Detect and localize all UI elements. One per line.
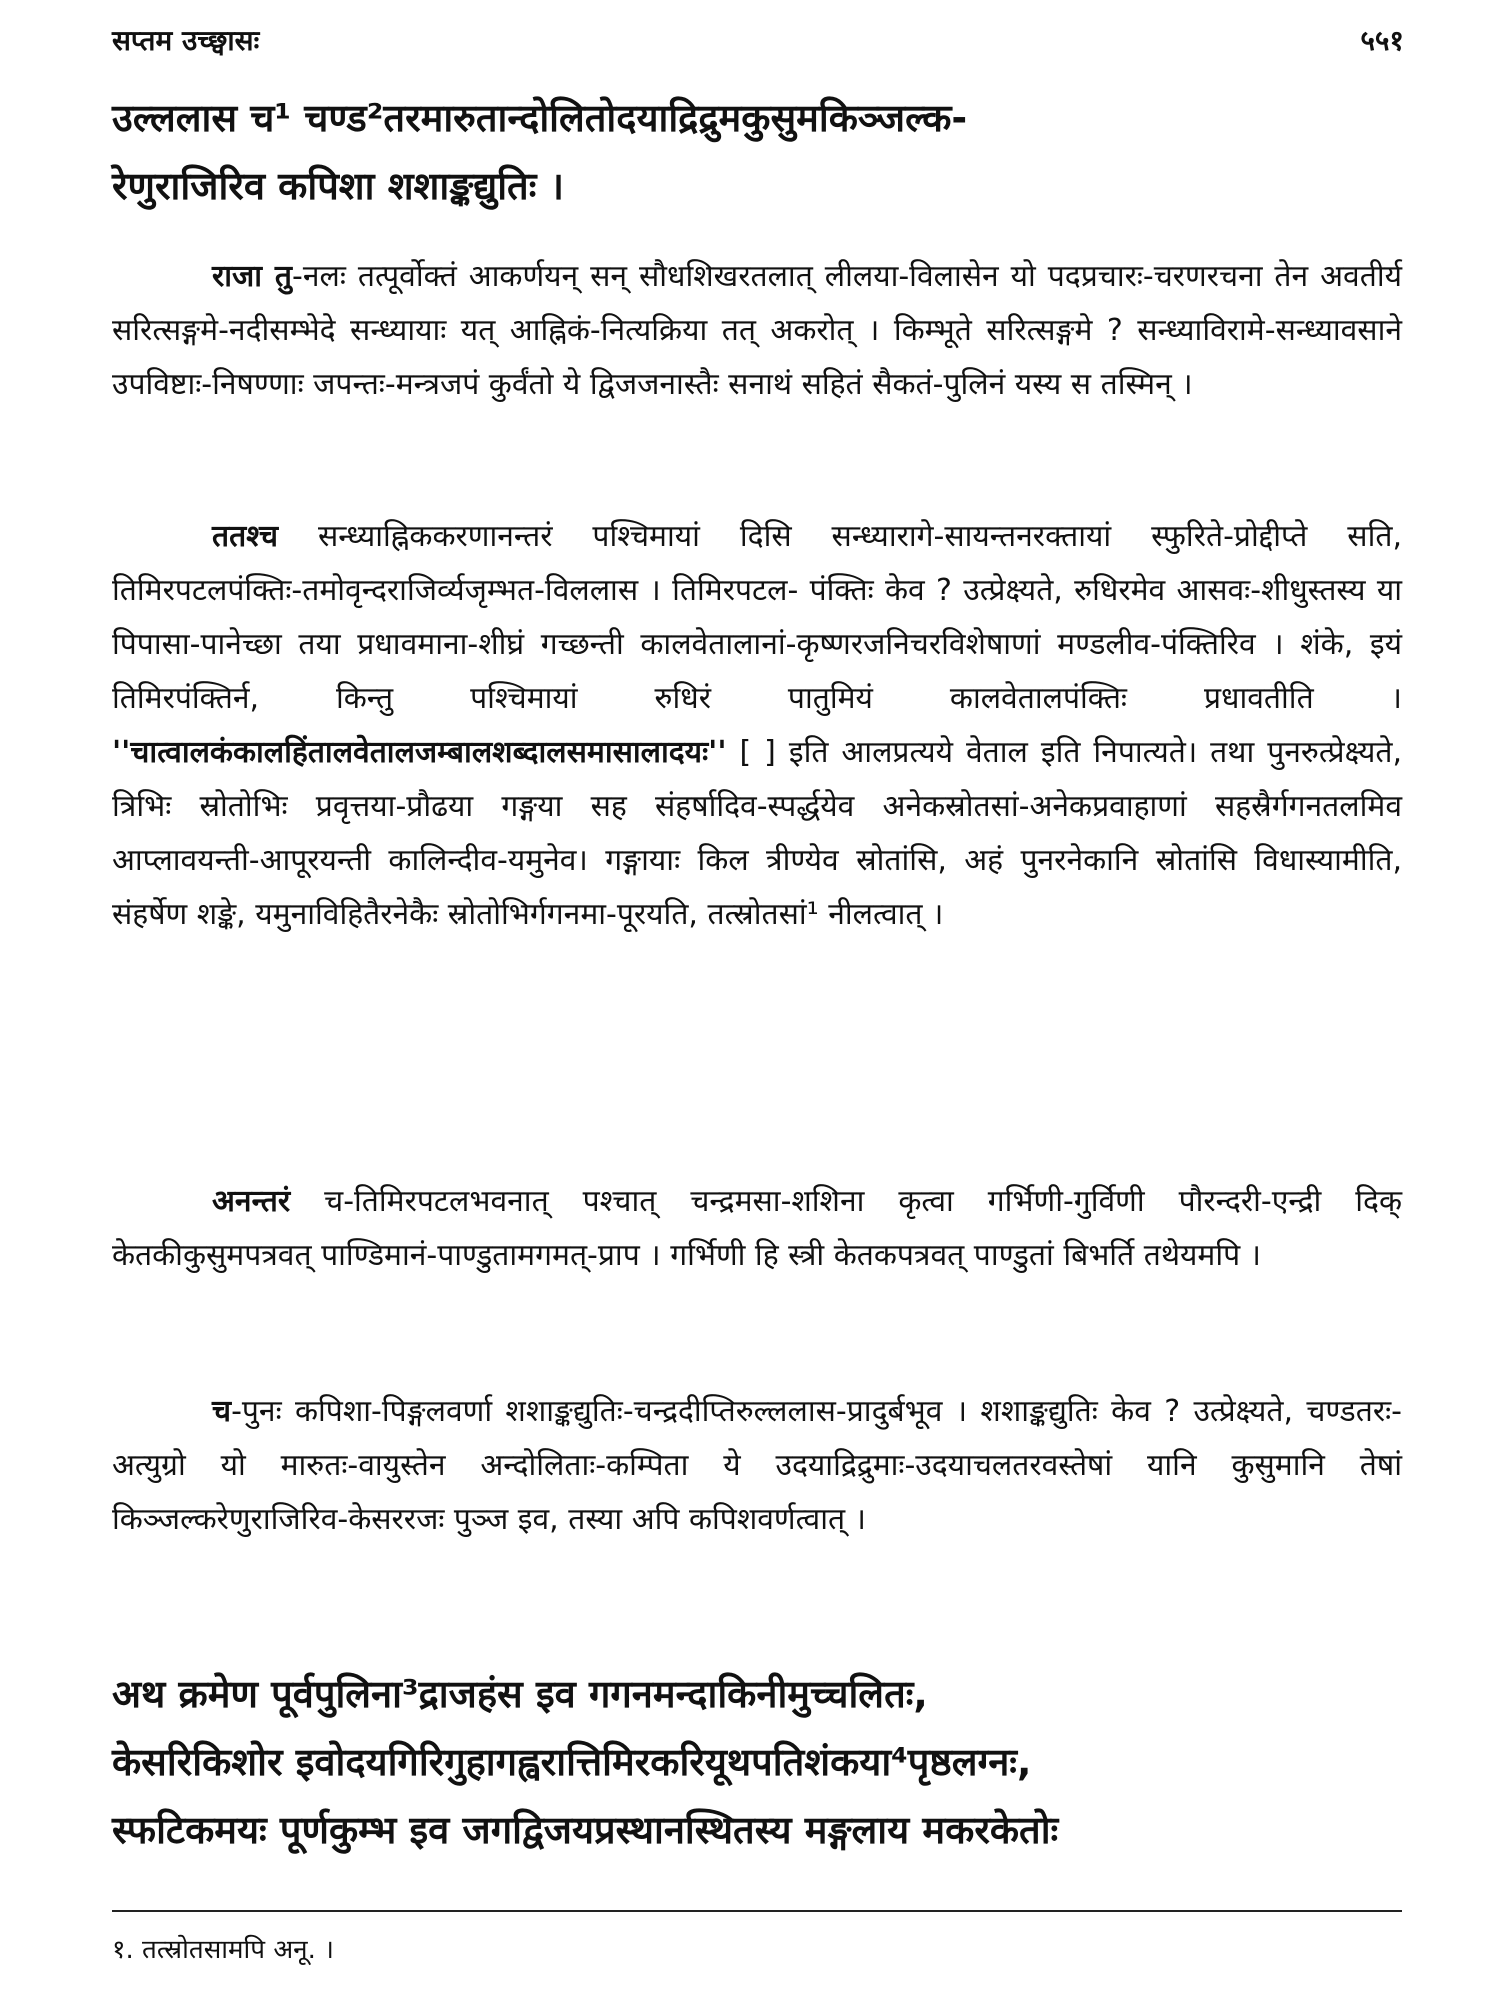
paragraph-text: सन्ध्याह्निककरणानन्तरं पश्चिमायां दिसि सन्ध्यारागे-सायन्तनरक्तायां स्फुरिते-प्रोद्दीप्ते सति, तिमिरपटलपंक्तिः-तमोवृन्दराजिर्व्यजृम्भत-विललास । तिमिरपटल- पंक्तिः केव ? उत्प्रेक्ष्यते, रुधिरमेव आसवः-शीधुस्तस्य या पिपासा-पानेच्छा तया प्रधावमाना-शीघ्रं गच्छन्ती कालवेतालानां-कृष्णरजनिचरविशेषाणां मण्डलीव-पंक्तिरिव । शंके, इयं तिमिरपंक्तिर्न, किन्तु पश्चिमायां रुधिरं पातुमियं कालवेतालपंक्तिः प्रधावतीति । [112,519,1402,716]
verse-line: उल्ललास च¹ चण्ड²तरमारुतान्दोलितोदयाद्रिद्रुमकुसुमकिञ्जल्क- [112,96,968,140]
verse-line: रेणुराजिरिव कपिशा शशाङ्कद्युतिः । [112,164,565,208]
paragraph-text: -पुनः कपिशा-पिङ्गलवर्णा शशाङ्कद्युतिः-चन्द्रदीप्तिरुल्ललास-प्रादुर्बभूव । शशाङ्कद्युतिः केव ? उत्प्रेक्ष्यते, चण्डतरः-अत्युग्रो यो मारुतः-वायुस्तेन अन्दोलिताः-कम्पिता ये उदयाद्रिद्रुमाः-उदयाचलतरवस्तेषां यानि कुसुमानि तेषां किञ्जल्करेणुराजिरिव-केसररजः पुञ्ज इव, तस्या अपि कपिशवर्णत्वात् । [112,1394,1402,1537]
commentary-paragraph-3 [112,1175,1402,1283]
paragraph-lead: अनन्तरं [212,1184,291,1219]
commentary-paragraph-1 [112,250,1402,412]
paragraph-text: च-तिमिरपटलभवनात् पश्चात् चन्द्रमसा-शशिना कृत्वा गर्भिणी-गुर्विणी पौरन्दरी-एन्द्री दिक् केतकीकुसुमपत्रवत् पाण्डिमानं-पाण्डुतामगमत्-प्राप । गर्भिणी हि स्त्री केतकपत्रवत् पाण्डुतां बिभर्ति तथेयमपि । [112,1184,1402,1273]
running-header [112,18,1404,62]
page-number: ५५१ [1360,24,1404,57]
paragraph-lead: च [212,1394,232,1429]
paragraph-lead: राजा तु [212,259,293,294]
verse-block-1 [112,84,1402,220]
paragraph-text: -नलः तत्पूर्वोक्तं आकर्णयन् सन् सौधशिखरतलात् लीलया-विलासेन यो पदप्रचारः-चरणरचना तेन अवतीर्य सरित्सङ्गमे-नदीसम्भेदे सन्ध्यायाः यत् आह्निकं-नित्यक्रिया तत् अकरोत् । किम्भूते सरित्सङ्गमे ? सन्ध्याविरामे-सन्ध्यावसाने उपविष्टाः-निषण्णाः जपन्तः-मन्त्रजपं कुर्वंतो ये द्विजजनास्तैः सनाथं सहितं सैकतं-पुलिनं यस्य स तस्मिन् । [112,259,1402,402]
verse-line: अथ क्रमेण पूर्वपुलिना³द्राजहंस इव गगनमन्दाकिनीमुच्चलितः, [112,1672,928,1716]
verse-line: स्फटिकमयः पूर्णकुम्भ इव जगद्विजयप्रस्थानस्थितस्य मङ्गलाय मकरकेतोः [112,1808,1059,1852]
footnote: १. तत्स्रोतसामपि अनू. । [112,1935,334,1965]
paragraph-lead: ततश्च [212,519,278,554]
verse-block-2 [112,1660,1402,1864]
commentary-paragraph-2 [112,510,1402,942]
footnote-divider [112,1910,1402,1912]
sutra-quote: ''चात्वालकंकालहिंतालवेतालजम्बालशब्दालसमासालादयः'' [112,735,727,770]
paragraph-text: [ ] इति आलप्रत्यये वेताल इति निपात्यते। तथा पुनरुत्प्रेक्ष्यते, त्रिभिः स्रोतोभिः प्रवृत्तया-प्रौढया गङ्गया सह संहर्षादिव-स्पर्द्धयेव अनेकस्रोतसां-अनेकप्रवाहाणां सहस्रैर्गगनतलमिव आप्लावयन्ती-आपूरयन्ती कालिन्दीव-यमुनेव। गङ्गायाः किल त्रीण्येव स्रोतांसि, अहं पुनरनेकानि स्रोतांसि विधास्यामीति, संहर्षेण शङ्के, यमुनाविहितैरनेकैः स्रोतोभिर्गगनमा-पूरयति, तत्स्रोतसां¹ नीलत्वात् । [112,735,1402,932]
verse-line: केसरिकिशोर इवोदयगिरिगुहागह्वरात्तिमिरकरियूथपतिशंकया⁴पृष्ठलग्नः, [112,1740,1032,1784]
chapter-title: सप्तम उच्छ्वासः [112,24,260,57]
commentary-paragraph-4 [112,1385,1402,1547]
